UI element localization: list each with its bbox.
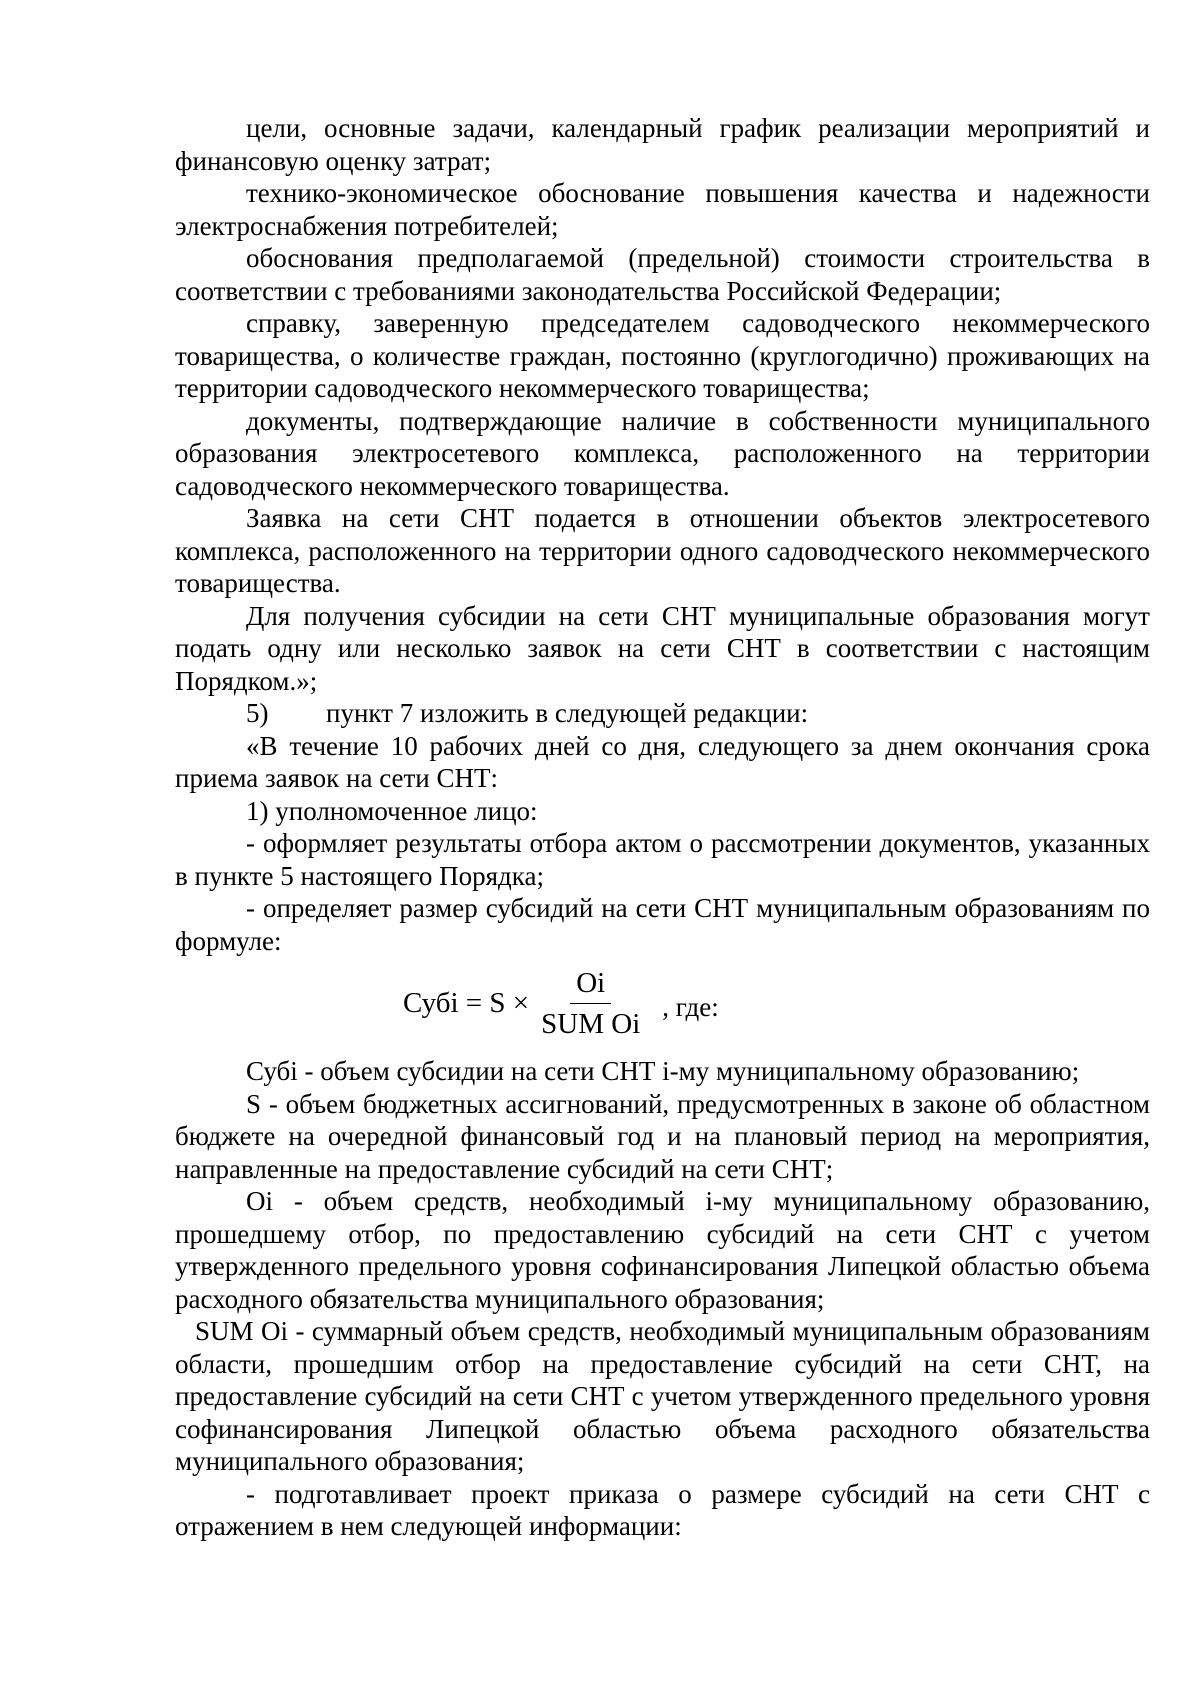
paragraph-authorized-person: 1) уполномоченное лицо: xyxy=(246,795,538,826)
paragraph-application-scope: Заявка на сети СНТ подается в отношении объектов электросетевого комплекса, расположенного на территории одного садоводческого некоммерческого товарищества. xyxy=(175,503,1150,598)
paragraph-cost-justification: обоснования предполагаемой (предельной) стоимости строительства в соответствии с требованиями законодательства Российской Федерации; xyxy=(175,243,1150,306)
paragraph-deadline: «В течение 10 рабочих дней со дня, следующего за днем окончания срока приема заявок на сети СНТ: xyxy=(175,730,1150,793)
paragraph-ownership-documents: документы, подтверждающие наличие в собственности муниципального образования электросетевого комплекса, расположенного на территории садоводческого некоммерческого товарищества. xyxy=(175,405,1150,501)
formula-lhs: Субi = S × xyxy=(403,987,530,1020)
formula-denominator: SUM Oi xyxy=(541,1008,641,1040)
list-item-5 xyxy=(175,697,1150,730)
formula-numerator: Oi xyxy=(570,965,611,1004)
paragraph-selection-act: - оформляет результаты отбора актом о рассмотрении документов, указанных в пункте 5 настоящего Порядка; xyxy=(175,828,1150,891)
paragraph-multiple-applications: Для получения субсидии на сети СНТ муниципальные образования могут подать одну или несколько заявок на сети СНТ в соответствии с настоящим Порядком.»; xyxy=(175,600,1150,696)
formula-block xyxy=(175,959,1150,1051)
list-item-text: пункт 7 изложить в следующей редакции: xyxy=(326,698,809,728)
paragraph-def-subi: Субi - объем субсидии на сети СНТ i-му муниципальному образованию; xyxy=(246,1056,1080,1086)
subsidy-formula xyxy=(403,965,719,1042)
paragraph-formula-intro: - определяет размер субсидий на сети СНТ муниципальным образованиям по формуле: xyxy=(175,893,1150,956)
paragraph-goals: цели, основные задачи, календарный график реализации мероприятий и финансовую оценку затрат; xyxy=(175,113,1150,176)
paragraph-feasibility: технико-экономическое обоснование повышения качества и надежности электроснабжения потребителей; xyxy=(175,178,1150,241)
paragraph-draft-order: - подготавливает проект приказа о размере субсидий на сети СНТ с отражением в нем следующей информации: xyxy=(175,1478,1150,1541)
paragraph-certificate: справку, заверенную председателем садоводческого некоммерческого товарищества, о количестве граждан, постоянно (круглогодично) проживающих на территории садоводческого некоммерческого товарищества; xyxy=(175,308,1150,403)
paragraph-def-oi: Oi - объем средств, необходимый i-му муниципальному образованию, прошедшему отбор, по предоставлению субсидий на сети СНТ с учетом утвержденного предельного уровня софинансирования Липецкой областью объема расходного обязательства муниципального образования; xyxy=(175,1186,1150,1314)
document-page xyxy=(175,112,1150,1543)
paragraph-def-sum-oi: SUM Oi - суммарный объем средств, необходимый муниципальным образованиям области, прошедшим отбор на предоставление субсидий на сети СНТ, на предоставление субсидий на сети СНТ с учетом утвержденного предельного уровня софинансирования Липецкой областью объема расходного обязательства муниципального образования; xyxy=(175,1316,1150,1476)
formula-fraction xyxy=(535,965,646,1042)
formula-suffix: , где: xyxy=(662,992,719,1023)
list-item-number: 5) xyxy=(246,698,269,728)
paragraph-def-s: S - объем бюджетных ассигнований, предусмотренных в законе об областном бюджете на очередной финансовый год и на плановый период на мероприятия, направленные на предоставление субсидий на сети СНТ; xyxy=(175,1088,1150,1184)
